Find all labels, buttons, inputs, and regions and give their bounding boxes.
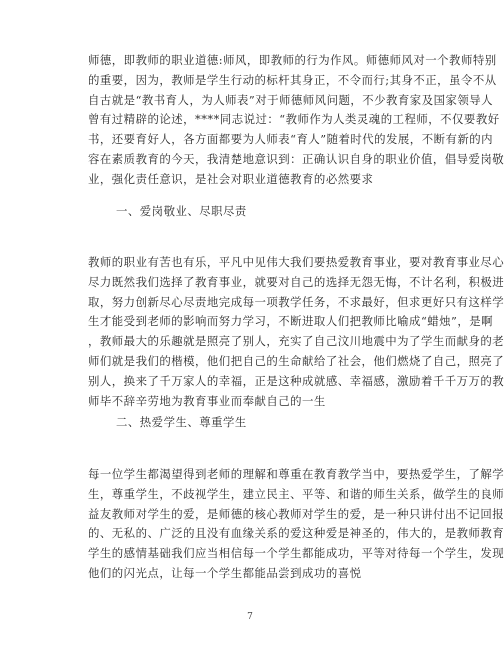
page-number: 7 — [247, 612, 253, 622]
paragraph-teacher-ethics — [88, 51, 504, 190]
section-heading-1: 一、爱岗敬业、尽职尽责 — [116, 204, 247, 218]
text-line: 师毕不辞辛劳地为教育事业而奉献自己的一生 — [88, 393, 326, 408]
paragraph-love-students — [88, 465, 504, 584]
text-line: 自古就是“教书育人，为人师表”对于师德师风问题，不少教育家及国家领导人 — [88, 92, 494, 107]
text-line: 书，还要育好人，各方面都要为人师表“育人”随着时代的发展，不断有新的内 — [88, 132, 494, 147]
text-line: 业，强化责任意识，是社会对职业道德教育的必然要求 — [88, 171, 374, 186]
text-line: 教师的职业有苦也有乐，平凡中见伟大我们要热爱教育事业，要对教育事业尽心 — [88, 255, 504, 269]
text-line: 的重要，因为，教师是学生行动的标杆其身正，不令而行;其身不正，虽令不从 — [88, 72, 497, 87]
text-line: 别人，换来了千万家人的幸福，正是这种成就感、幸福感，激励着千千万万的教 — [88, 373, 504, 388]
text-line: 的、无私的、广泛的且没有血缘关系的爱这种爱是神圣的，伟大的，是教师教育 — [88, 526, 504, 541]
text-line: 容在素质教育的今天，我清楚地意识到：正确认识自身的职业价值，倡导爱岗敬 — [88, 151, 504, 166]
text-line: 师德，即教师的职业道德:师风，即教师的行为作风。师德师风对一个教师特别 — [88, 53, 497, 67]
text-line: 师们就是我们的楷模，他们把自己的生命献给了社会，他们燃烧了自己，照亮了 — [88, 353, 504, 368]
text-line: 尽力既然我们选择了教育事业，就要对自己的选择无怨无悔，不计名利，积极进 — [88, 274, 504, 289]
text-line: 曾有过精辟的论述，****同志说过：“教师作为人类灵魂的工程师，不仅要教好 — [88, 112, 500, 127]
paragraph-dedication — [88, 253, 504, 411]
text-line: 生，尊重学生，不歧视学生，建立民主、平等、和谐的师生关系，做学生的良师 — [88, 486, 504, 501]
text-line: 益友教师对学生的爱，是师德的核心教师对学生的爱，是一种只讲付出不记回报 — [88, 506, 504, 521]
text-line: ，教师最大的乐趣就是照亮了别人，充实了自己汶川地震中为了学生而献身的老 — [88, 334, 504, 349]
text-line: 学生的感情基础我们应当相信每一个学生都能成功，平等对待每一个学生，发现 — [88, 546, 504, 561]
text-line: 取，努力创新尽心尽责地完成每一项教学任务，不求最好，但求更好只有这样学 — [88, 294, 504, 309]
text-line: 每一位学生都渴望得到老师的理解和尊重在教育教学当中，要热爱学生，了解学 — [88, 467, 504, 481]
text-line: 生才能受到老师的影响而努力学习，不断进取人们把教师比喻成“蜡烛”，是啊 — [88, 314, 494, 329]
text-line: 他们的闪光点，让每一个学生都能品尝到成功的喜悦 — [88, 565, 362, 580]
section-heading-2: 二、热爱学生、尊重学生 — [116, 415, 247, 429]
